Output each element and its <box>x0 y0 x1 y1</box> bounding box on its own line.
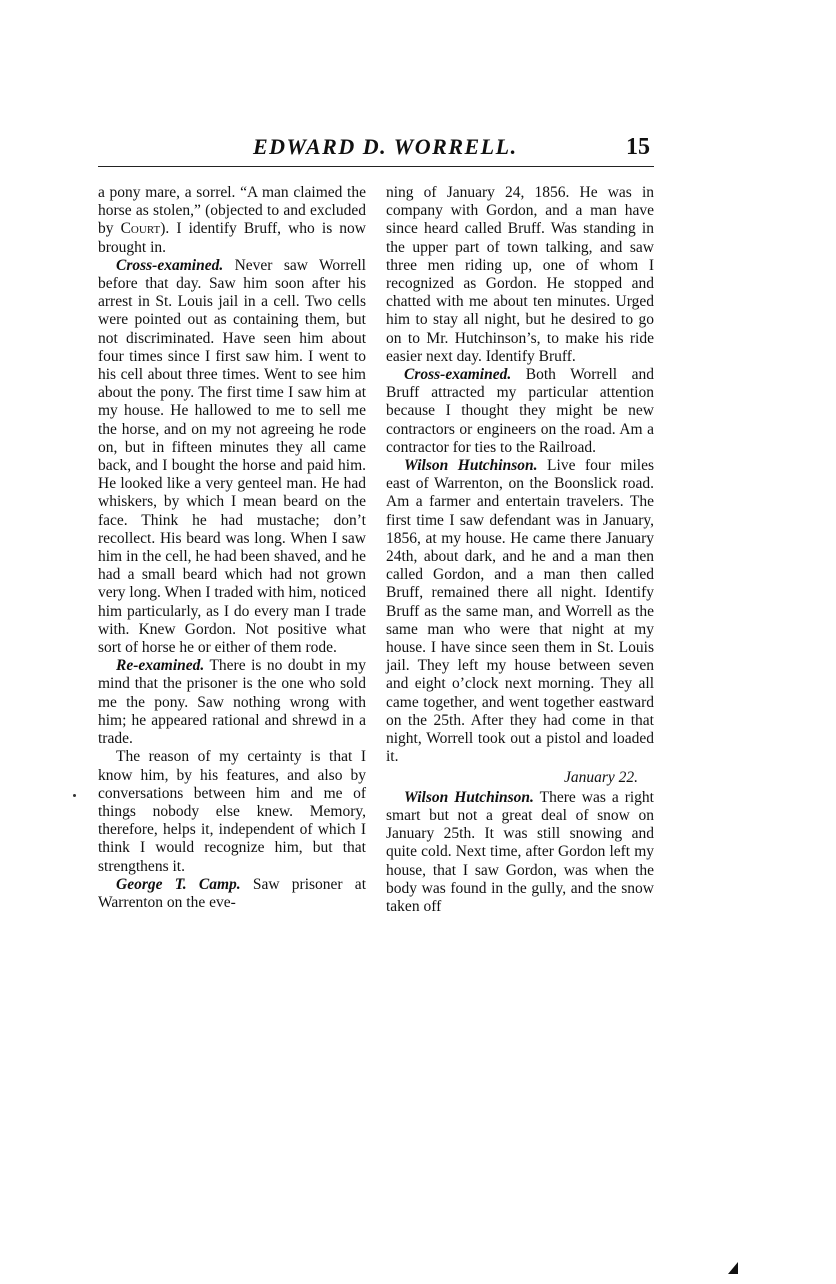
paragraph: Re-examined. There is no doubt in my mind that the prisoner is the one who sold me the pony. Saw nothing wrong with him; he appeared rational and shrewd in a trade. <box>98 657 366 748</box>
date-heading: January 22. <box>563 768 638 786</box>
paragraph: Cross-examined. Never saw Worrell before that day. Saw him soon after his arrest in St. Louis jail in a cell. Two cells were pointed out as containing them, but not discriminated. Have seen him about four times since I first saw him. I went to his cell about three times. Went to see him about the pony. The first time I saw him at my house. He hallowed to me to sell me the horse, and on my not agreeing he rode on, but in fifteen minutes they all came back, and I bought the horse and paid him. He looked like a very genteel man. He had whiskers, by which I mean beard on the face. Think he had mustache; don’t recollect. His beard was long. When I saw him in the cell, he had been shaved, and he had a small beard which had not grown very long. When I traded with him, noticed him particularly, as I do every man I trade with. Knew Gordon. Not positive what sort of horse he or either of them rode. <box>98 256 366 657</box>
left-column <box>98 184 366 912</box>
paragraph: George T. Camp. Saw prisoner at Warrenton on the eve- <box>98 875 366 911</box>
paragraph: Wilson Hutchinson. Live four miles east of Warrenton, on the Boonslick road. Am a farmer and entertain travelers. The first time I saw defendant was in January, 1856, at my house. He came there January 24th, about dark, and he and a man then called Gordon, and a man then called Bruff, remained there all night. Identify Bruff as the same man, and Worrell as the same man who were that night at my house. I have since seen them in St. Louis jail. They left my house between seven and eight o’clock next morning. They all came together, and went together eastward on the 25th. After they had come in that night, Worrell took out a pistol and loaded it. <box>386 457 654 766</box>
page-number: 15 <box>626 134 650 160</box>
paragraph: Cross-examined. Both Worrell and Bruff attracted my particular attention because I thought they might be new contractors or engineers on the road. Am a contractor for ties to the Railroad. <box>386 366 654 456</box>
paragraph: Wilson Hutchinson. There was a right smart but not a great deal of snow on January 25th. It was still snowing and quite cold. Next time, after Gordon left my house, that I saw Gordon, was when the body was found in the gully, and the snow taken off <box>386 788 654 915</box>
header-rule <box>98 166 654 167</box>
witness-label: Cross-examined. <box>404 366 512 384</box>
witness-label: Re-examined. <box>116 657 205 675</box>
running-title: EDWARD D. WORRELL. <box>253 134 518 159</box>
ink-speck <box>73 794 76 797</box>
court-smallcaps: Court <box>120 220 161 238</box>
witness-label: George T. Camp. <box>116 875 241 893</box>
paragraph: The reason of my certainty is that I know him, by his features, and also by conversations between him and me of things nobody else knew. Memory, therefore, helps it, independent of which I think I would recognize him, but that strengthens it. <box>98 748 366 875</box>
witness-label: Wilson Hutchinson. <box>404 457 538 475</box>
paragraph: a pony mare, a sorrel. “A man claimed the horse as stolen,” (objected to and excluded by Court). I identify Bruff, who is now brought in. <box>98 184 367 256</box>
running-header <box>98 128 654 164</box>
witness-label: Wilson Hutchinson. <box>404 788 534 806</box>
corner-mark-icon <box>728 1262 738 1274</box>
witness-label: Cross-examined. <box>116 256 224 274</box>
paragraph: ning of January 24, 1856. He was in company with Gordon, and a man have since heard called Bruff. Was standing in the upper part of town talking, and saw three men riding up, one of whom I recognized as Gordon. He stopped and chatted with me about ten minutes. Urged him to stay all night, but he desired to go on to Mr. Hutchinson’s, to make his ride easier next day. Identify Bruff. <box>386 184 654 365</box>
right-column <box>386 184 654 916</box>
